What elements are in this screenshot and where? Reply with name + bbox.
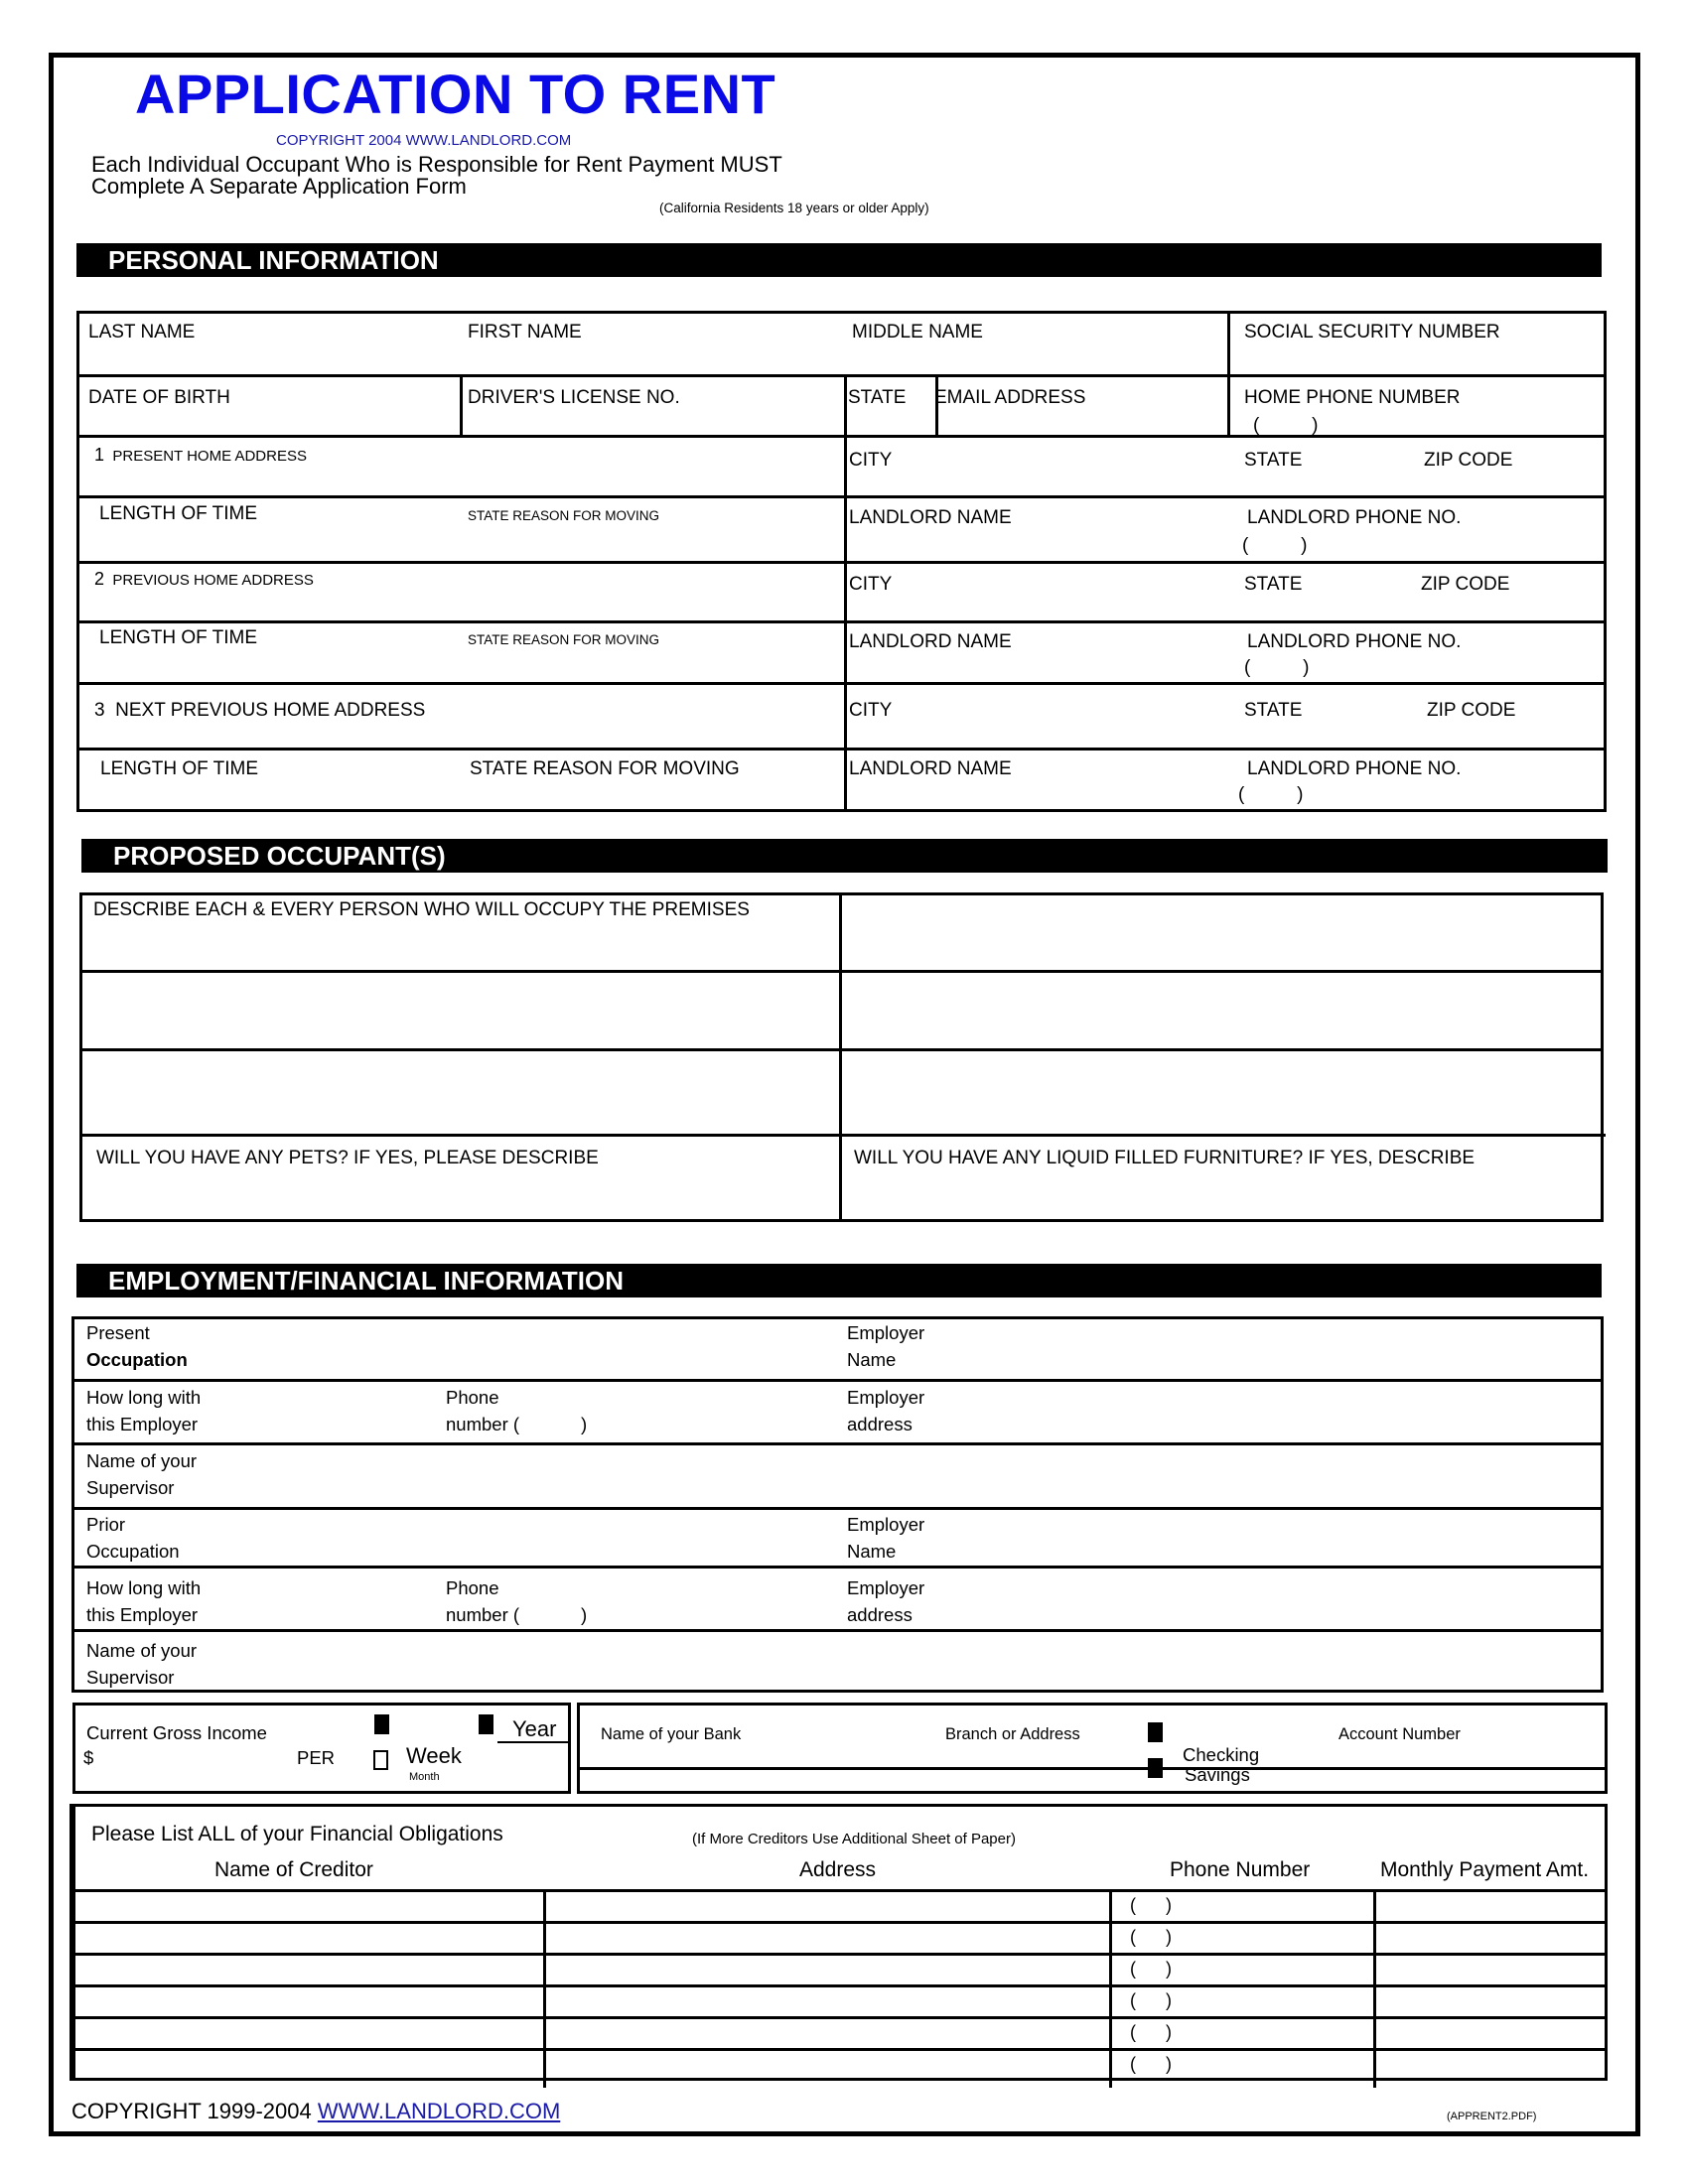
license-state-label: STATE — [848, 387, 907, 408]
divider — [839, 892, 842, 1222]
divider — [71, 1629, 1604, 1632]
address-1-landlord-phone-label: LANDLORD PHONE NO. — [1247, 507, 1462, 528]
column-header-monthly-payment: Monthly Payment Amt. — [1380, 1858, 1590, 1881]
address-3-label: 3 NEXT PREVIOUS HOME ADDRESS — [94, 700, 426, 721]
address-2-zip-label: ZIP CODE — [1421, 574, 1510, 595]
income-currency: $ — [83, 1747, 94, 1768]
section-title-employment: EMPLOYMENT/FINANCIAL INFORMATION — [108, 1266, 625, 1296]
obligation-phone-parens: ( ) — [1130, 1927, 1172, 1947]
last-name-label: LAST NAME — [88, 322, 196, 342]
address-1-landlord-label: LANDLORD NAME — [849, 507, 1012, 528]
section-title-occupants: PROPOSED OCCUPANT(S) — [113, 841, 446, 871]
income-month-label: Month — [409, 1771, 440, 1783]
address-1-state-label: STATE — [1244, 450, 1303, 471]
license-label: DRIVER'S LICENSE NO. — [468, 387, 680, 408]
divider — [460, 374, 463, 437]
describe-occupants-label: DESCRIBE EACH & EVERY PERSON WHO WILL OCCUPY THE PREMISES — [93, 899, 750, 920]
address-1-landlord-phone-parens: ( ) — [1242, 535, 1308, 556]
obligation-phone-parens: ( ) — [1130, 1990, 1172, 2010]
column-header-address: Address — [799, 1858, 877, 1881]
file-id: (APPRENT2.PDF) — [1447, 2111, 1537, 2122]
divider — [71, 1379, 1604, 1382]
address-3-landlord-phone-label: LANDLORD PHONE NO. — [1247, 758, 1462, 779]
section-bar-employment — [76, 1264, 1602, 1297]
liquid-furniture-label: WILL YOU HAVE ANY LIQUID FILLED FURNITURE? IF YES, DESCRIBE — [854, 1148, 1476, 1168]
copyright-top: COPYRIGHT 2004 WWW.LANDLORD.COM — [276, 132, 572, 149]
section-title-personal: PERSONAL INFORMATION — [108, 245, 439, 275]
address-2-landlord-phone-parens: ( ) — [1244, 657, 1310, 678]
prior-employer-name-label: Employer Name — [847, 1514, 925, 1562]
prior-how-long-label: How long with this Employer — [86, 1577, 202, 1625]
address-2-city-label: CITY — [849, 574, 893, 595]
prior-supervisor-label: Name of your Supervisor — [86, 1640, 198, 1688]
ssn-label: SOCIAL SECURITY NUMBER — [1244, 322, 1500, 342]
email-label: EMAIL ADDRESS — [934, 387, 1086, 408]
divider — [76, 620, 1607, 623]
footer-link[interactable]: WWW.LANDLORD.COM — [317, 2099, 561, 2123]
address-1-city-label: CITY — [849, 450, 893, 471]
divider — [543, 1889, 546, 2088]
address-3-length-label: LENGTH OF TIME — [100, 758, 259, 779]
divider — [1227, 311, 1230, 437]
page-title: APPLICATION TO RENT — [135, 63, 776, 125]
address-2-state-label: STATE — [1244, 574, 1303, 595]
income-week-label: Week — [406, 1743, 462, 1768]
obligation-phone-parens: ( ) — [1130, 1959, 1172, 1979]
present-employer-name-label: Employer Name — [847, 1322, 925, 1370]
obligation-phone-parens: ( ) — [1130, 2022, 1172, 2042]
checking-checkbox[interactable] — [1148, 1722, 1163, 1742]
income-week-checkbox[interactable] — [373, 1750, 388, 1770]
divider — [71, 1507, 1604, 1510]
obligations-note: (If More Creditors Use Additional Sheet of Paper) — [692, 1831, 1016, 1847]
savings-checkbox[interactable] — [1148, 1758, 1163, 1778]
income-label: Current Gross Income — [86, 1722, 267, 1743]
intro-text — [91, 154, 782, 198]
address-3-landlord-phone-parens: ( ) — [1238, 784, 1304, 805]
income-year-checkbox[interactable] — [479, 1714, 493, 1734]
address-2-reason-label: STATE REASON FOR MOVING — [468, 632, 660, 647]
income-year-label: Year — [512, 1716, 557, 1741]
column-header-phone: Phone Number — [1170, 1858, 1311, 1881]
divider — [76, 682, 1607, 685]
account-number-label: Account Number — [1338, 1725, 1461, 1743]
address-1-length-label: LENGTH OF TIME — [99, 503, 258, 524]
section-bar-personal — [76, 243, 1602, 277]
residency-note: (California Residents 18 years or older Apply) — [659, 201, 929, 215]
present-employer-address-label: Employer address — [847, 1387, 925, 1434]
intro-line-2: Complete A Separate Application Form — [91, 174, 467, 199]
prior-employer-address-label: Employer address — [847, 1577, 925, 1625]
column-header-creditor: Name of Creditor — [214, 1858, 373, 1881]
divider — [844, 374, 847, 812]
obligation-phone-parens: ( ) — [1130, 1895, 1172, 1915]
divider — [71, 1442, 1604, 1445]
divider — [76, 374, 1607, 377]
section-bar-occupants — [81, 839, 1608, 873]
address-3-landlord-label: LANDLORD NAME — [849, 758, 1012, 779]
employment-table — [71, 1316, 1604, 1693]
address-2-length-label: LENGTH OF TIME — [99, 627, 258, 648]
bank-name-label: Name of your Bank — [601, 1725, 742, 1743]
first-name-label: FIRST NAME — [468, 322, 582, 342]
present-employer-phone-label: Phone number ( ) — [446, 1387, 588, 1434]
savings-label: Savings — [1185, 1764, 1250, 1785]
footer-copyright: COPYRIGHT 1999-2004 WWW.LANDLORD.COM — [71, 2099, 561, 2123]
address-2-landlord-phone-label: LANDLORD PHONE NO. — [1247, 631, 1462, 652]
bank-box — [577, 1703, 1608, 1794]
divider — [76, 561, 1607, 564]
divider — [71, 1566, 1604, 1569]
middle-name-label: MIDDLE NAME — [852, 322, 983, 342]
pets-label: WILL YOU HAVE ANY PETS? IF YES, PLEASE DESCRIBE — [96, 1148, 599, 1168]
divider — [76, 435, 1607, 438]
address-3-state-label: STATE — [1244, 700, 1303, 721]
home-phone-label: HOME PHONE NUMBER — [1244, 387, 1461, 408]
present-supervisor-label: Name of your Supervisor — [86, 1450, 198, 1498]
address-1-zip-label: ZIP CODE — [1424, 450, 1513, 471]
divider — [497, 1741, 569, 1743]
address-3-zip-label: ZIP CODE — [1427, 700, 1516, 721]
address-3-city-label: CITY — [849, 700, 893, 721]
address-3-reason-label: STATE REASON FOR MOVING — [470, 758, 740, 779]
obligation-phone-parens: ( ) — [1130, 2054, 1172, 2074]
obligations-title: Please List ALL of your Financial Obligations — [91, 1823, 503, 1845]
checking-label: Checking — [1183, 1744, 1260, 1765]
address-1-reason-label: STATE REASON FOR MOVING — [468, 508, 660, 523]
bank-branch-label: Branch or Address — [945, 1725, 1080, 1743]
income-per-checkbox-1[interactable] — [374, 1714, 389, 1734]
prior-employer-phone-label: Phone number ( ) — [446, 1577, 588, 1625]
divider — [76, 495, 1607, 498]
prior-occupation-label: Prior Occupation — [86, 1514, 180, 1562]
home-phone-parens: ( ) — [1253, 415, 1319, 436]
income-per-label: PER — [297, 1747, 336, 1768]
present-how-long-label: How long with this Employer — [86, 1387, 202, 1434]
present-occupation-label: Present Occupation — [86, 1322, 188, 1370]
address-2-landlord-label: LANDLORD NAME — [849, 631, 1012, 652]
address-1-label: 1 PRESENT HOME ADDRESS — [94, 445, 307, 465]
divider — [577, 1767, 1608, 1770]
divider — [76, 748, 1607, 751]
divider — [1373, 1889, 1376, 2088]
address-2-label: 2 PREVIOUS HOME ADDRESS — [94, 569, 314, 589]
divider — [1109, 1889, 1112, 2088]
intro-line-1: Each Individual Occupant Who is Responsible for Rent Payment MUST — [91, 152, 782, 177]
dob-label: DATE OF BIRTH — [88, 387, 230, 408]
divider — [79, 1134, 1606, 1137]
